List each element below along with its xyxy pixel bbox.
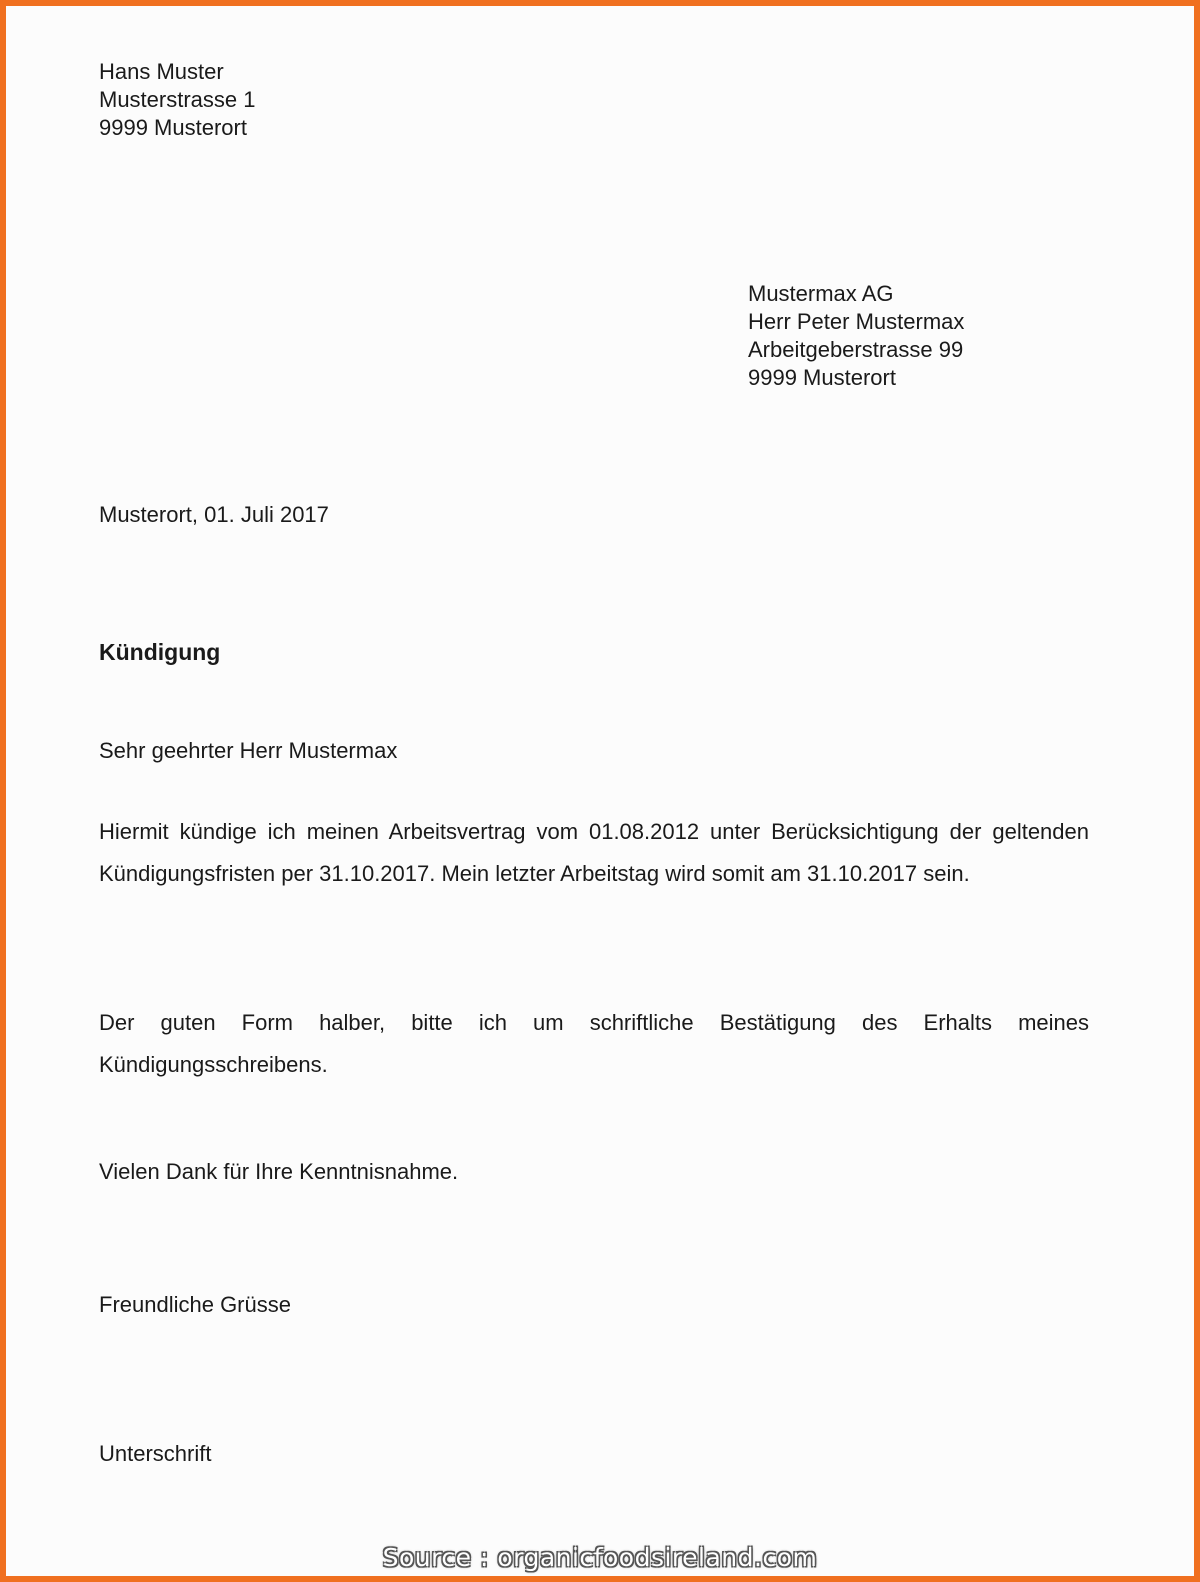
sender-street: Musterstrasse 1: [99, 87, 256, 112]
salutation: Sehr geehrter Herr Mustermax: [99, 738, 398, 763]
thanks-line: Vielen Dank für Ihre Kenntnisnahme.: [99, 1159, 459, 1184]
date-line: Musterort, 01. Juli 2017: [99, 502, 329, 527]
closing-line: Freundliche Grüsse: [99, 1292, 291, 1317]
sender-address: [99, 58, 256, 142]
recipient-company: Mustermax AG: [748, 281, 894, 306]
sender-name: Hans Muster: [99, 59, 224, 84]
recipient-contact: Herr Peter Mustermax: [748, 309, 965, 334]
recipient-address: [748, 280, 964, 392]
body-paragraph-1: Hiermit kündige ich meinen Arbeitsvertrag vom 01.08.2012 unter Berücksichtigung der geltenden Kündigungsfristen per 31.10.2017. Mein letzter Arbeitstag wird somit am 31.10.2017 sein.: [99, 819, 1089, 886]
recipient-street: Arbeitgeberstrasse 99: [748, 337, 964, 362]
recipient-city: 9999 Musterort: [748, 365, 896, 390]
source-watermark: Source : organicfoodsireland.com: [382, 1543, 818, 1572]
sender-city: 9999 Musterort: [99, 115, 247, 140]
body-paragraph-2: Der guten Form halber, bitte ich um schriftliche Bestätigung des Erhalts meines Kündigungsschreibens.: [99, 1010, 1089, 1077]
signature-line: Unterschrift: [99, 1441, 212, 1466]
subject-heading: Kündigung: [99, 639, 221, 665]
